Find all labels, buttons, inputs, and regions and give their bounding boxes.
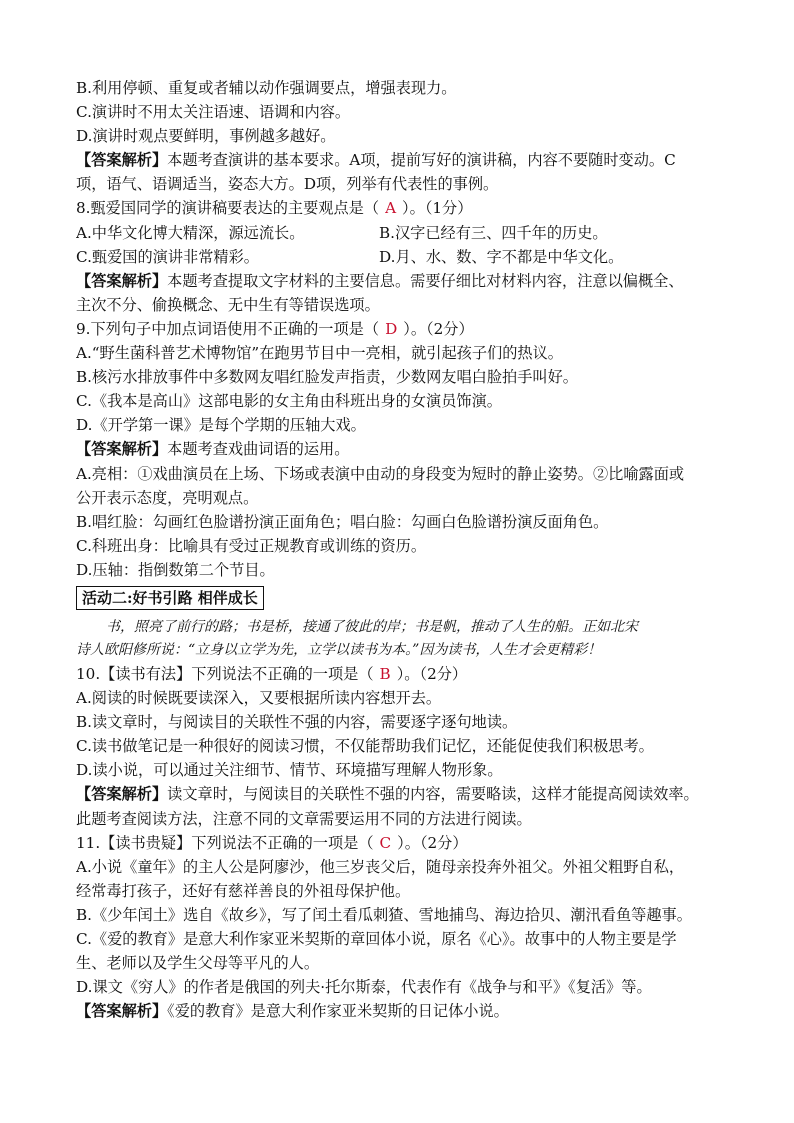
section-quote-line2: 诗人欧阳修所说：“立身以立学为先，立学以读书为本。”因为读书，人生才会更精彩！ [76,641,602,658]
analysis-tag: 【答案解析】 [76,271,168,290]
q10-answer: B [379,664,391,683]
q11-option-line: 经常毒打孩子，还好有慈祥善良的外祖母保护他。 [76,881,411,900]
q7-option-c: C.演讲时不用太关注语速、语调和内容。 [76,103,351,122]
q11-option-line: C.《爱的教育》是意大利作家亚米契斯的章回体小说，原名《心》。故事中的人物主要是学 [76,930,677,948]
analysis-tag: 【答案解析】 [76,440,168,459]
q11-answer: C [379,833,392,852]
q9-option-c: C.《我本是高山》这部电影的女主角由科班出身的女演员饰演。 [76,392,502,411]
q11-option-line: A.小说《童年》的主人公是阿廖沙，他三岁丧父后，随母亲投奔外祖父。外祖父粗野自私， [76,857,685,876]
q9-note: A.亮相：①戏曲演员在上场、下场或表演中由动的身段变为短时的静止姿势。②比喻露面或 [76,464,685,483]
q9-analysis-line: 【答案解析】本题考查戏曲词语的运用。 [76,440,350,459]
q7-analysis-line [76,148,736,172]
q10-option-c: C.读书做笔记是一种很好的阅读习惯，不仅能帮助我们记忆，还能促使我们积极思考。 [76,737,654,756]
q10-option-b: B.读文章时，与阅读目的关联性不强的内容，需要逐字逐句地读。 [76,713,518,732]
q8-answer: A [385,199,397,218]
analysis-tag: 【答案解析】 [76,1002,168,1021]
q11-option-line: 生、老师以及学生父母等平凡的人。 [76,954,319,973]
analysis-tag: 【答案解析】 [76,151,168,170]
q9-answer: D [385,319,398,338]
q11-option-line: D.课文《穷人》的作者是俄国的列夫·托尔斯泰，代表作有《战争与和平》《复活》等。 [76,978,652,997]
q9-option-d: D.《开学第一课》是每个学期的压轴大戏。 [76,416,366,435]
q8-stem: 8.甄爱国同学的演讲稿要表达的主要观点是（ A ）。（1分） [76,199,473,218]
q8-option-a: A.中华文化博大精深，源远流长。 [76,223,305,242]
q10-analysis-line: 【答案解析】读文章时，与阅读目的关联性不强的内容，需要略读，这样才能提高阅读效率。 [76,785,699,804]
q10-stem: 10.【读书有法】下列说法不正确的一项是（ B ）。（2分） [76,664,468,683]
q8-option-c: C.甄爱国的演讲非常精彩。 [76,247,259,266]
q10-option-a: A.阅读的时候既要读深入，又要根据所读内容想开去。 [76,689,442,708]
q7-option-b: B.利用停顿、重复或者辅以动作强调要点，增强表现力。 [76,79,457,97]
q8-options-row2 [76,245,736,269]
section-quote-line1: 书，照亮了前行的路；书是桥，接通了彼此的岸；书是帆，推动了人生的船。正如北宋 [106,618,638,635]
q10-analysis-line2: 此题考查阅读方法，注意不同的文章需要运用不同的方法进行阅读。 [76,809,532,828]
q11-analysis-line: 【答案解析】《爱的教育》是意大利作家亚米契斯的日记体小说。 [76,1002,509,1021]
analysis-text: 本题考查演讲的基本要求。A项，提前写好的演讲稿，内容不要随时变动。C [167,151,676,170]
q9-note: D.压轴：指倒数第二个节目。 [76,560,275,579]
q8-analysis-line2: 主次不分、偷换概念、无中生有等错误选项。 [76,295,380,314]
q7-analysis-line2: 项，语气、语调适当，姿态大方。D项，列举有代表性的事例。 [76,175,499,194]
q10-option-d: D.读小说，可以通过关注细节、情节、环境描写理解人物形象。 [76,761,503,780]
q9-stem: 9.下列句子中加点词语使用不正确的一项是（ D ）。（2分） [76,319,474,338]
q9-note: 公开表示态度，亮明观点。 [76,488,259,507]
section-title-activity-2: 活动二:好书引路 相伴成长 [76,586,264,610]
q8-option-d: D.月、水、数、字不都是中华文化。 [379,247,624,266]
q8-option-b: B.汉字已经有三、四千年的历史。 [379,223,608,242]
q9-option-b: B.核污水排放事件中多数网友唱红脸发声指责，少数网友唱白脸拍手叫好。 [76,368,578,387]
q11-stem: 11.【读书贵疑】下列说法不正确的一项是（ C ）。（2分） [76,833,468,852]
analysis-tag: 【答案解析】 [76,785,168,804]
q9-note: B.唱红脸：勾画红色脸谱扮演正面角色；唱白脸：勾画白色脸谱扮演反面角色。 [76,512,609,531]
document-page [76,76,736,1023]
q8-analysis-line: 【答案解析】本题考查提取文字材料的主要信息。需要仔细比对材料内容，注意以偏概全、 [76,271,684,290]
q7-option-d: D.演讲时观点要鲜明，事例越多越好。 [76,127,336,146]
q9-option-a: A.“野生菌科普艺术博物馆”在跑男节目中一亮相，就引起孩子们的热议。 [76,344,563,363]
q11-option-line: B.《少年闰土》选自《故乡》，写了闰土看瓜刺猹、雪地捕鸟、海边拾贝、潮汛看鱼等趣事。 [76,905,692,924]
q8-options-row1 [76,221,736,245]
q9-note: C.科班出身：比喻具有受过正规教育或训练的资历。 [76,536,427,555]
